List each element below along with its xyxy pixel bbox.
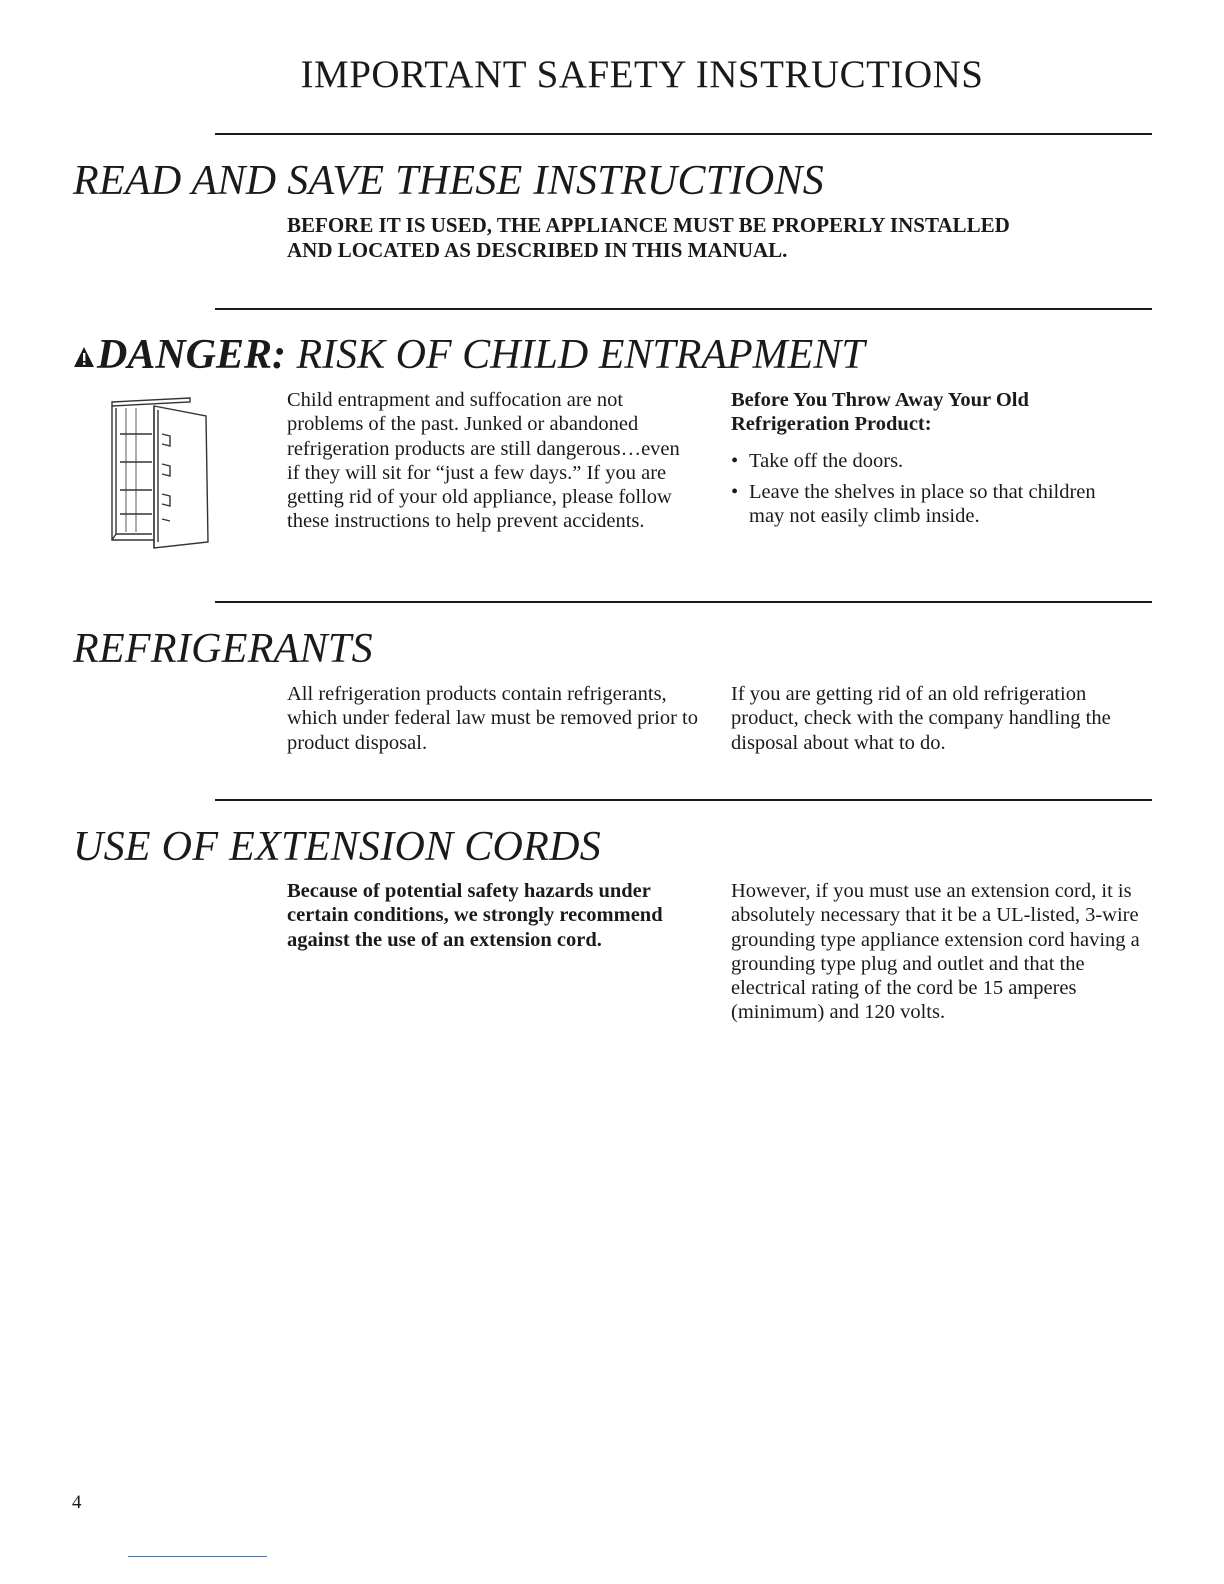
divider [215,133,1152,135]
extension-cord-requirements: However, if you must use an extension cord, it is absolutely necessary that it be a UL-listed, 3-wire grounding type appliance extension cord having a grounding type plug and outlet and that the electrical rating of the cord be 15 amperes (minimum) and 120 volts. [731,880,1140,1024]
divider [215,308,1152,310]
page-title: IMPORTANT SAFETY INSTRUCTIONS [300,53,984,96]
bullet-leave-shelves: • Leave the shelves in place so that children may not easily climb inside. [731,480,1109,529]
child-entrapment-paragraph: Child entrapment and suffocation are not problems of the past. Junked or abandoned refrigeration products are still dangerous…even if they will sit for “just a few days.” If you are getting rid of your old appliance, please follow these instructions to help prevent accidents. [287,389,680,533]
divider [215,601,1152,603]
disposal-steps [731,388,1151,535]
danger-title: RISK OF CHILD ENTRAPMENT [296,332,865,378]
refrigerants-heading: REFRIGERANTS [73,626,373,672]
open-refrigerator-illustration [106,394,216,554]
page-number: 4 [72,1492,82,1513]
danger-heading [73,331,865,379]
install-notice-line-1: BEFORE IT IS USED, THE APPLIANCE MUST BE PROPERLY INSTALLED [287,213,1010,237]
warning-triangle-icon [73,331,95,379]
bullet-take-off-doors: • Take off the doors. [731,449,1151,473]
refrigerants-left-paragraph: All refrigeration products contain refrigerants, which under federal law must be removed prior to product disposal. [287,683,699,754]
divider [215,799,1152,801]
refrigerants-right-paragraph: If you are getting rid of an old refrigeration product, check with the company handling the disposal about what to do. [731,683,1111,754]
danger-label: DANGER: [97,332,287,378]
install-notice [287,213,1167,263]
extension-cords-heading: USE OF EXTENSION CORDS [73,824,602,870]
disposal-bullet-list [731,449,1151,529]
disposal-subheading: Before You Throw Away Your Old Refrigeration Product: [731,389,1029,436]
footer-divider [128,1556,267,1557]
install-notice-line-2: AND LOCATED AS DESCRIBED IN THIS MANUAL. [287,238,788,262]
read-save-heading: READ AND SAVE THESE INSTRUCTIONS [73,158,825,204]
extension-cord-warning: Because of potential safety hazards under certain conditions, we strongly recommend against the use of an extension cord. [287,880,663,951]
